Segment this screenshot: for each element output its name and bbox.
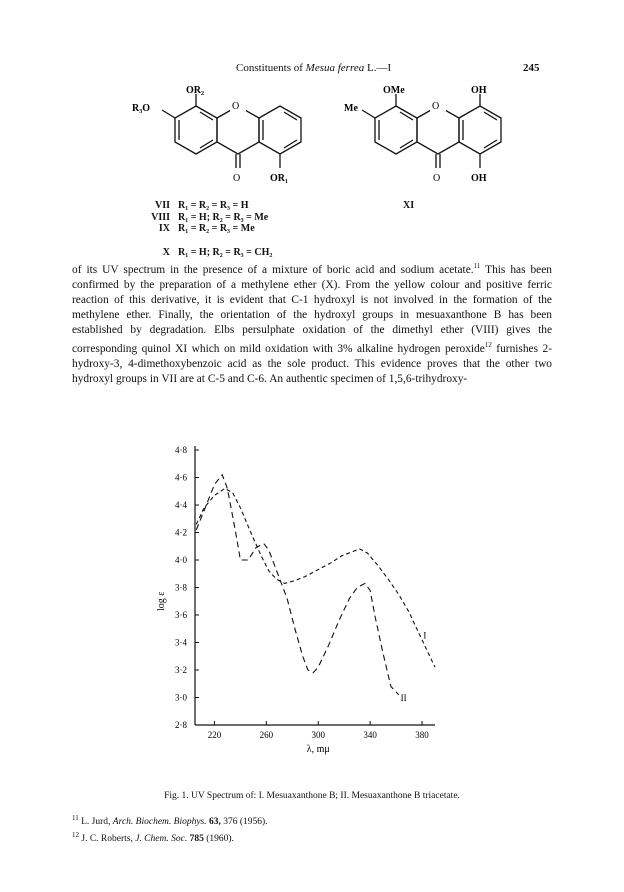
substituent-oh-bottom: OH bbox=[471, 173, 487, 184]
compound-row: X R₁ = H; R₂ = R₃ = CH₂ bbox=[162, 246, 273, 258]
series-label-I: I bbox=[423, 630, 427, 641]
x-tick-label: 300 bbox=[311, 730, 325, 740]
chemical-structures bbox=[128, 84, 508, 204]
series-label-II: II bbox=[400, 692, 407, 703]
compound-definitions bbox=[140, 200, 272, 258]
series-line-II bbox=[196, 475, 398, 695]
compound-row: IX R₁ = R₂ = R₃ = Me bbox=[158, 223, 255, 234]
y-tick-label: 3·2 bbox=[175, 665, 187, 675]
y-tick-label: 4·4 bbox=[175, 500, 187, 510]
running-header bbox=[0, 62, 624, 78]
substituent-r3o: R₃O bbox=[132, 103, 150, 114]
x-tick-label: 260 bbox=[259, 730, 274, 740]
substituent-ome: OMe bbox=[383, 85, 405, 96]
x-axis-label: λ, mμ bbox=[306, 744, 330, 755]
figure-caption: Fig. 1. UV Spectrum of: I. Mesuaxanthone B; II. Mesuaxanthone B triacetate. bbox=[164, 791, 460, 801]
y-tick-label: 4·6 bbox=[175, 472, 187, 483]
y-tick-label: 4·8 bbox=[175, 445, 187, 455]
running-title: Constituents of Mesua ferrea L.—I bbox=[236, 62, 392, 74]
body-paragraph: of its UV spectrum in the presence of a mixture of boric acid and sodium acetate.$^{11}$ This has been confirmed by the preparation of a methylene ether (X). From the yellow colour and positive ferric reaction of this derivative, it is evident that C-1 hydroxyl is not involved in the formation of the methylene ether. Finally, the orientation of the hydroxyl groups in mesuaxanthone B has been established by degradation. Elbs persulphate oxidation of the dimethyl ether (VIII) gives the corresponding quinol XI which on mild oxidation with 3% alkaline hydrogen peroxide$^{12}$ furnishes 2-hydroxy-3, 4-dimethoxybenzoic acid as the sole product. This evidence proves that the other two hydroxyl groups in VII are at C-5 and C-6. An authentic specimen of 1,5,6-trihydroxy- bbox=[72, 262, 552, 386]
reference-item: $^{11}$ L. Jurd, Arch. Biochem. Biophys. 63, 376 (1956). bbox=[72, 814, 268, 828]
ring-oxygen-label: O bbox=[232, 101, 240, 112]
x-tick-label: 380 bbox=[415, 730, 429, 740]
substituent-or1: OR₁ bbox=[270, 173, 288, 184]
compound-xi-label: XI bbox=[403, 200, 415, 211]
compound-row: VII R₁ = R₂ = R₃ = H bbox=[154, 200, 249, 211]
compound-row: VIII R₁ = H; R₂ = R₃ = Me bbox=[151, 211, 269, 223]
reference-item: $^{12}$ J. C. Roberts, J. Chem. Soc. 785 (1960). bbox=[72, 830, 234, 844]
y-tick-label: 4·2 bbox=[175, 527, 187, 538]
footnote-references bbox=[72, 812, 268, 845]
y-tick-label: 3·8 bbox=[175, 582, 187, 593]
carbonyl-oxygen-label-right: O bbox=[433, 173, 441, 184]
y-tick-label: 2·8 bbox=[175, 720, 187, 730]
x-tick-label: 340 bbox=[363, 730, 377, 740]
substituent-me: Me bbox=[344, 103, 358, 114]
substituent-or2: OR₂ bbox=[186, 85, 204, 96]
y-tick-label: 3·0 bbox=[175, 692, 187, 703]
carbonyl-oxygen-label: O bbox=[233, 173, 241, 184]
y-tick-label: 3·4 bbox=[175, 637, 187, 648]
x-tick-label: 220 bbox=[207, 730, 222, 740]
y-tick-label: 3·6 bbox=[175, 610, 187, 620]
y-axis-label: log ε bbox=[156, 591, 167, 611]
y-tick-label: 4·0 bbox=[175, 555, 187, 565]
ring-oxygen-label-right: O bbox=[432, 101, 440, 112]
substituent-oh-top: OH bbox=[471, 85, 487, 96]
page-number: 245 bbox=[523, 62, 540, 74]
uv-spectrum-chart bbox=[150, 440, 450, 780]
